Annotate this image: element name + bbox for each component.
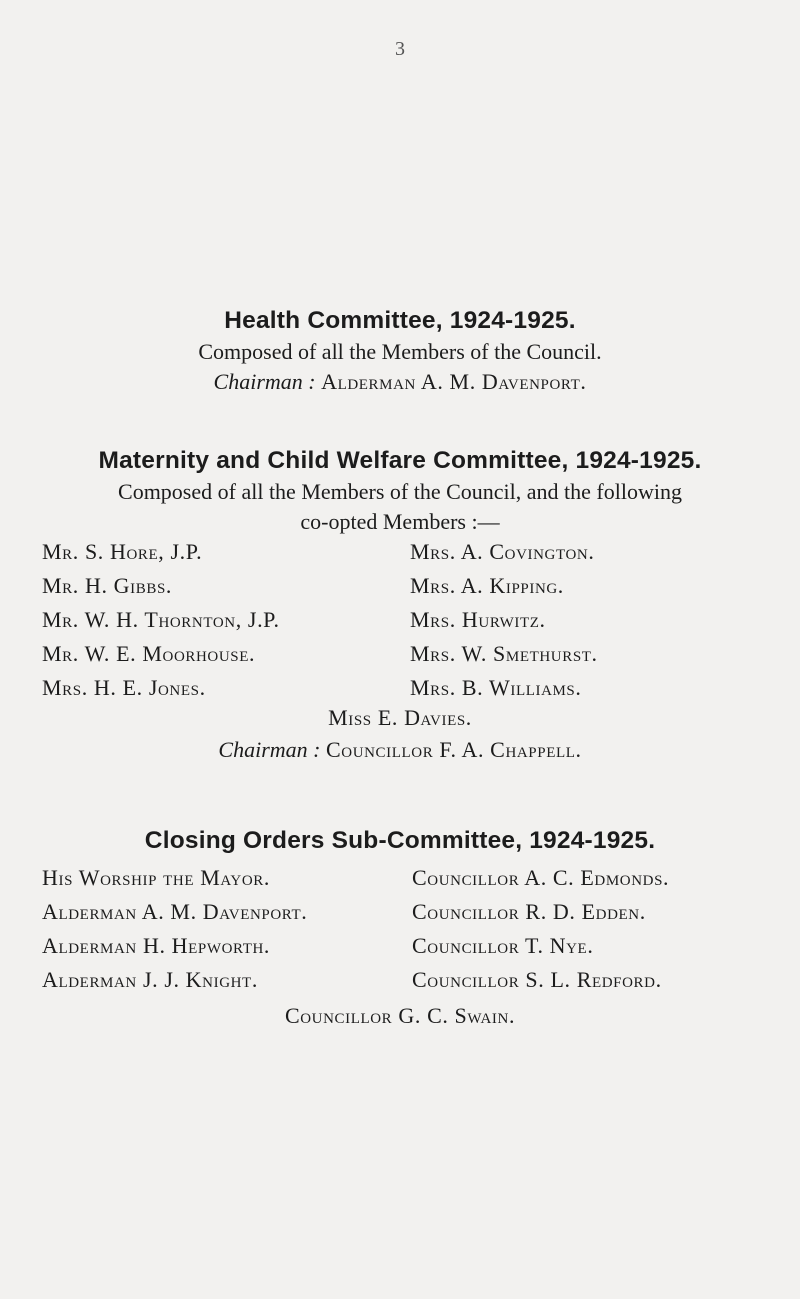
health-chairman-label: Chairman : bbox=[213, 369, 316, 394]
list-item: Councillor T. Nye. bbox=[412, 933, 594, 958]
health-chairman-name: Alderman A. M. Davenport. bbox=[321, 369, 587, 394]
list-item: Councillor A. C. Edmonds. bbox=[412, 865, 670, 890]
list-item: Mrs. B. Williams. bbox=[410, 675, 582, 700]
maternity-member-center: Miss E. Davies. bbox=[328, 705, 472, 730]
list-item: Mrs. A. Covington. bbox=[410, 539, 595, 564]
page-number: 3 bbox=[395, 38, 405, 60]
closing-member-center: Councillor G. C. Swain. bbox=[284, 1003, 516, 1028]
health-chairman-line bbox=[0, 369, 800, 395]
maternity-committee-section bbox=[0, 447, 800, 763]
health-committee-section bbox=[0, 307, 800, 395]
closing-members-left bbox=[42, 861, 307, 997]
closing-orders-heading: Closing Orders Sub-Committee, 1924-1925. bbox=[144, 827, 656, 854]
closing-members-right bbox=[412, 861, 669, 997]
list-item: Mrs. H. E. Jones. bbox=[42, 675, 206, 700]
list-item: Mrs. Hurwitz. bbox=[410, 607, 546, 632]
list-item: Councillor R. D. Edden. bbox=[412, 899, 646, 924]
health-composed-text: Composed of all the Members of the Council. bbox=[198, 339, 602, 364]
maternity-composed-line-2: co-opted Members :— bbox=[300, 509, 500, 534]
list-item: His Worship the Mayor. bbox=[42, 865, 270, 890]
list-item: Alderman A. M. Davenport. bbox=[42, 899, 308, 924]
list-item: Mr. S. Hore, J.P. bbox=[42, 539, 203, 564]
list-item: Mr. W. E. Moorhouse. bbox=[42, 641, 256, 666]
maternity-committee-heading: Maternity and Child Welfare Committee, 1924-1925. bbox=[98, 447, 702, 474]
list-item: Councillor S. L. Redford. bbox=[412, 967, 662, 992]
maternity-chairman-line bbox=[0, 737, 800, 763]
list-item: Mrs. A. Kipping. bbox=[410, 573, 564, 598]
list-item: Alderman H. Hepworth. bbox=[42, 933, 271, 958]
list-item: Mrs. W. Smethurst. bbox=[410, 641, 598, 666]
maternity-chairman-label: Chairman : bbox=[218, 737, 321, 762]
maternity-members-left bbox=[42, 535, 280, 705]
list-item: Mr. H. Gibbs. bbox=[42, 573, 172, 598]
list-item: Mr. W. H. Thornton, J.P. bbox=[42, 607, 280, 632]
list-item: Alderman J. J. Knight. bbox=[42, 967, 258, 992]
maternity-chairman-name: Councillor F. A. Chappell. bbox=[325, 737, 582, 762]
maternity-composed-line-1: Composed of all the Members of the Council, and the following bbox=[118, 479, 682, 504]
health-committee-heading: Health Committee, 1924-1925. bbox=[224, 307, 576, 334]
closing-orders-section bbox=[0, 827, 800, 1029]
maternity-members-right bbox=[410, 535, 598, 705]
